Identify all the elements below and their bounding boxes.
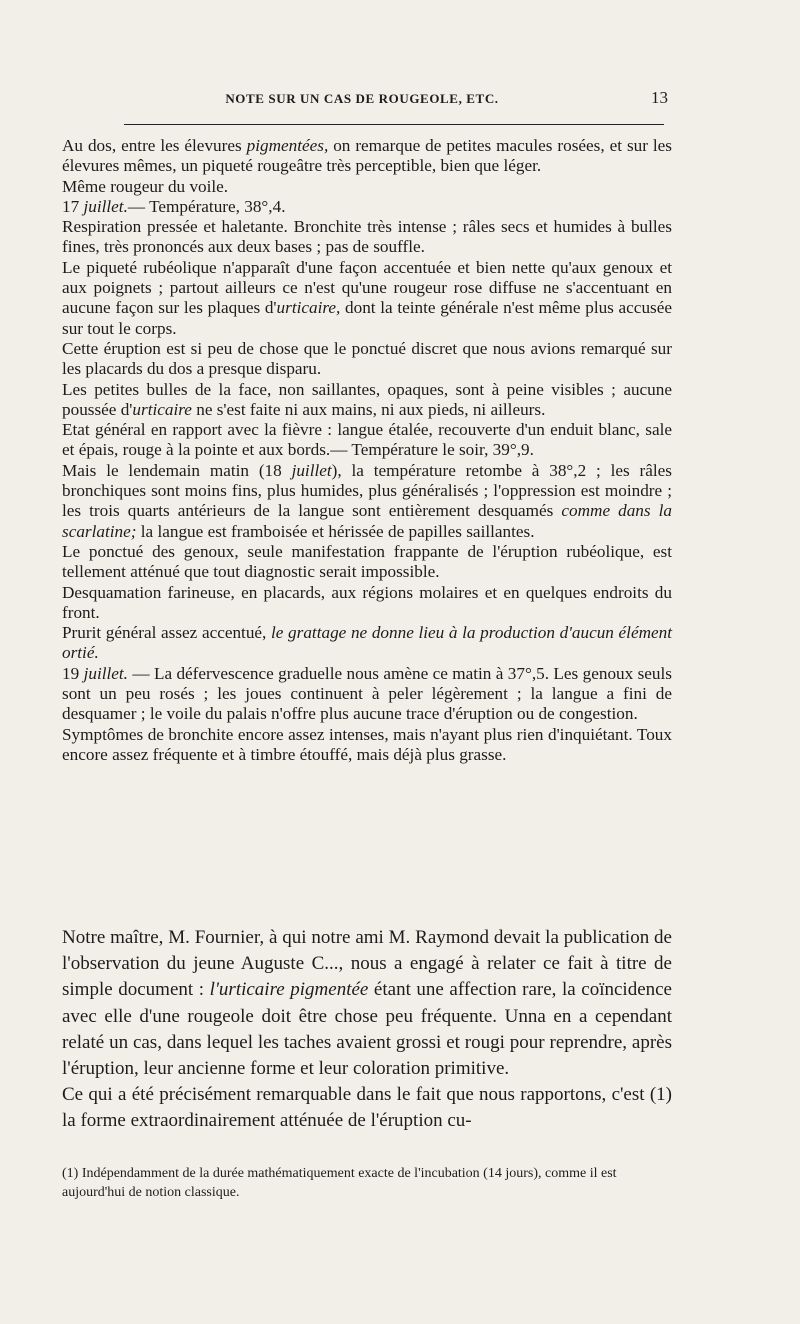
text-run: Cette éruption est si peu de chose que le ponctué discret que nous avions remarqué sur les placards du dos a presque disparu. (62, 338, 672, 379)
italic-text: urticaire, (276, 298, 341, 318)
text-run: Prurit général assez accentué, (62, 623, 271, 643)
italic-text: juillet (291, 460, 332, 480)
text-run: 19 (62, 663, 84, 683)
text-run: Mais le lendemain matin (18 (62, 460, 292, 480)
text-run: Notre maître, M. Fournier, à qui notre ami M. Raymond devait la publication de l'observation du jeune Auguste C..., nous a engagé à relater ce fait à titre de simple document : (62, 927, 672, 1001)
paragraph (62, 177, 672, 197)
text-run: — Température, 38°,4. (127, 196, 286, 216)
text-run: Respiration pressée et haletante. Bronchite très intense ; râles secs et humides à bulles fines, très prononcés aux deux bases ; pas de souffle. (62, 217, 672, 257)
paragraph (62, 380, 672, 421)
text-run: étant une affection rare, la coïncidence avec elle d'une rougeole doit être chose peu fréquente. Unna en a cependant relaté un cas, dans lequel les taches avaient grossi et rougi pour reprendre, après l'éruption, leur ancienne forme et leur coloration primitive. (62, 979, 672, 1080)
paragraph (62, 583, 672, 624)
paragraph (62, 542, 672, 583)
paragraph (62, 197, 672, 217)
commentary-text (62, 925, 672, 1135)
page-number: 13 (651, 88, 668, 107)
paragraph (62, 461, 672, 542)
footnote-text: (1) Indépendamment de la durée mathématiquement exacte de l'incubation (14 jours), comme il est aujourd'hui de notion classique. (62, 1166, 617, 1200)
italic-text: juillet. (83, 196, 128, 216)
italic-text: pigmentées, (246, 136, 329, 155)
text-run: la langue est framboisée et hérissée de papilles saillantes. (136, 521, 535, 541)
text-run: ), la température retombe à 38°,2 ; les râles bronchiques sont moins fins, plus humides, plus généralisés ; l'oppression est moindre ; les trois quarts antérieurs de la langue sont entièrement desquamés (62, 460, 672, 521)
paragraph (62, 1082, 672, 1134)
running-title: NOTE SUR UN CAS DE ROUGEOLE, ETC. (225, 91, 499, 106)
text-run: Desquamation farineuse, en placards, aux régions molaires et en quelques endroits du front. (62, 582, 672, 622)
italic-text: comme dans la scarlatine; (62, 501, 672, 541)
observation-text (62, 136, 672, 765)
text-run: Symptômes de bronchite encore assez intenses, mais n'ayant plus rien d'inquiétant. Toux encore assez fréquente et à timbre étouffé, mais déjà plus grasse. (62, 724, 672, 764)
text-run: on remarque de petites macules rosées, et sur les élevures mêmes, un piqueté rougeâtre très perceptible, bien que léger. (62, 136, 672, 176)
footnote (62, 1164, 672, 1202)
italic-text: le grattage ne donne lieu à la production d'aucun élément ortié. (62, 623, 672, 663)
text-run: Etat général en rapport avec la fièvre : langue étalée, recouverte d'un enduit blanc, sale et épais, rouge à la pointe et aux bords.— Température le soir, 39°,9. (62, 420, 672, 460)
text-run: Le ponctué des genoux, seule manifestation frappante de l'éruption rubéolique, est tellement atténué que tout diagnostic serait impossible. (62, 541, 672, 582)
text-run: Les petites bulles de la face, non saillantes, opaques, sont à peine visibles ; aucune poussée d' (62, 379, 672, 419)
text-run: 17 (62, 196, 84, 216)
text-run: Au dos, entre les élevures (62, 136, 247, 155)
text-run: dont la teinte générale n'est même plus accusée sur tout le corps. (62, 298, 672, 338)
text-run: Ce qui a été précisément remarquable dans le fait que nous rapportons, c'est (1) la forme extraordinairement atténuée de l'éruption cu- (62, 1084, 672, 1132)
text-run: Le piqueté rubéolique n'apparaît d'une façon accentuée et bien nette qu'aux genoux et aux poignets ; partout ailleurs ce n'est qu'une rougeur rose diffuse ne s'accentuant en aucune façon sur les plaques d' (62, 257, 672, 318)
text-run: — La défervescence graduelle nous amène ce matin à 37°,5. Les genoux seuls sont un peu rosés ; les joues continuent à peler légèrement ; la langue a fini de desquamer ; le voile du palais n'offre plus aucune trace d'éruption ou de congestion. (62, 663, 672, 724)
paragraph (62, 664, 672, 725)
paragraph (62, 258, 672, 339)
paragraph (62, 217, 672, 258)
page-header (60, 88, 668, 110)
paragraph (62, 420, 672, 461)
text-run: Même rougeur du voile. (62, 176, 229, 196)
paragraph (62, 725, 672, 766)
header-rule (124, 124, 664, 125)
italic-text: urticaire (132, 399, 192, 419)
italic-text: l'urticaire pigmentée (209, 979, 369, 1001)
text-run: ne s'est faite ni aux mains, ni aux pieds, ni ailleurs. (191, 399, 546, 419)
paragraph (62, 136, 672, 177)
italic-text: juillet. (83, 663, 128, 683)
paragraph (62, 925, 672, 1082)
paragraph (62, 623, 672, 664)
paragraph (62, 339, 672, 380)
